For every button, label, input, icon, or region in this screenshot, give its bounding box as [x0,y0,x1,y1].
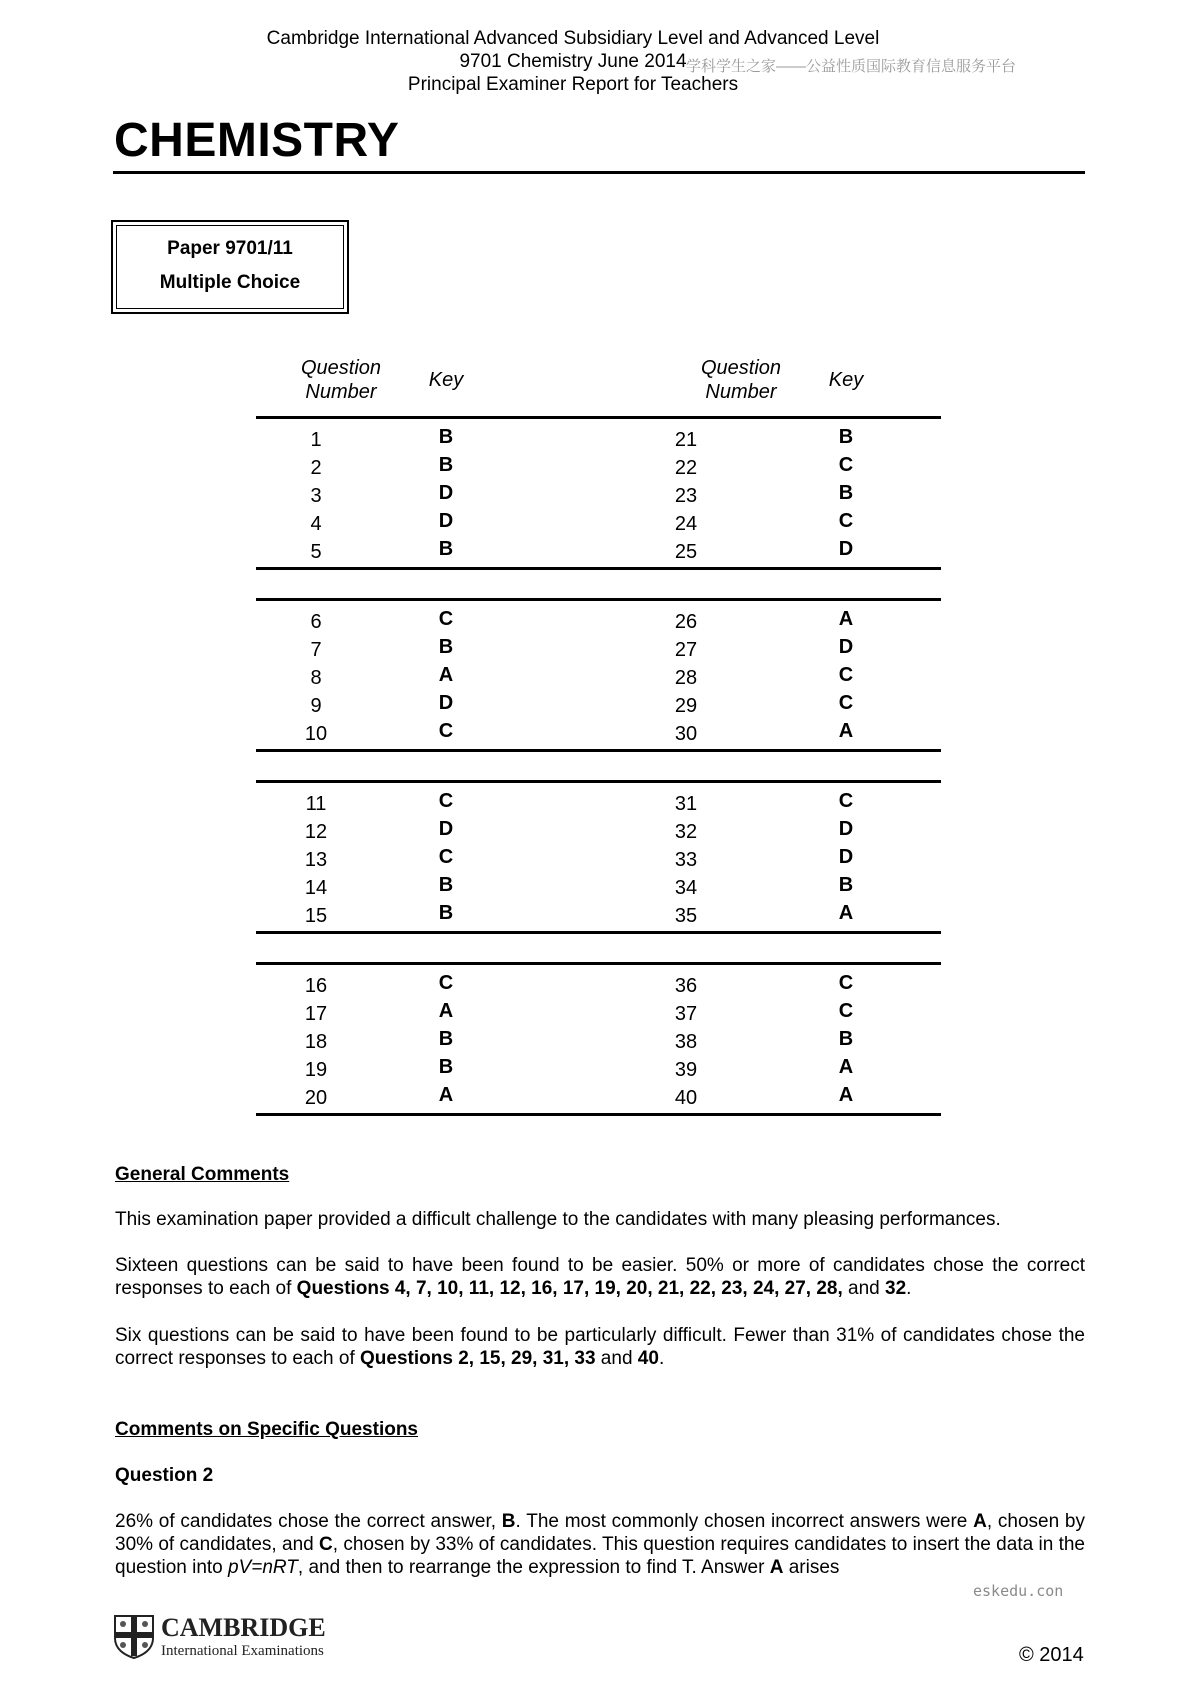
paper-type: Multiple Choice [159,272,301,293]
group-top-rule [256,962,941,965]
question-number: 22 [674,457,698,479]
title-rule [113,171,1085,174]
crest-icon [115,1616,153,1658]
answer-key: D [838,818,854,840]
group-bottom-rule [256,749,941,752]
answer-key: D [838,538,854,560]
answer-key: B [838,426,854,448]
answer-key: D [438,692,454,714]
question-number: 12 [304,821,328,843]
col-header-key-right: Key [828,369,864,391]
watermark-text: 学科学生之家——公益性质国际教育信息服务平台 [686,58,1017,75]
answer-key: B [438,902,454,924]
question-number: 29 [674,695,698,717]
question-number: 7 [310,639,322,661]
question-number: 6 [310,611,322,633]
header-line-1: Cambridge International Advanced Subsidiary Level and Advanced Level [266,28,880,49]
subject-title: CHEMISTRY [114,114,400,167]
group-top-rule [256,780,941,783]
col-header-question-left: Question Number [300,357,382,403]
group-bottom-rule [256,1113,941,1116]
question-number: 21 [674,429,698,451]
header-line-2: 9701 Chemistry June 2014 [459,51,687,72]
question-number: 36 [674,975,698,997]
question-number: 34 [674,877,698,899]
question-number: 30 [674,723,698,745]
answer-key: D [838,636,854,658]
answer-key: C [438,790,454,812]
question-number: 9 [310,695,322,717]
question-number: 24 [674,513,698,535]
question-number: 17 [304,1003,328,1025]
answer-key: B [838,482,854,504]
question-number: 1 [310,429,322,451]
question-number: 31 [674,793,698,815]
question-number: 37 [674,1003,698,1025]
general-comments-heading: General Comments [115,1164,290,1185]
cambridge-logo [113,1612,363,1667]
header-line-3: Principal Examiner Report for Teachers [407,74,739,95]
answer-key: A [838,1084,854,1106]
question-number: 19 [304,1059,328,1081]
answer-key: C [838,1000,854,1022]
answer-key: A [438,664,454,686]
question-number: 23 [674,485,698,507]
question-number: 39 [674,1059,698,1081]
general-p2: Sixteen questions can be said to have been found to be easier. 50% or more of candidates chose the correct responses to each of Questions 4, 7, 10, 11, 12, 16, 17, 19, 20, 21, 22, 23, 24, 27, 28, and 32. [115,1255,1085,1299]
question-number: 25 [674,541,698,563]
answer-key: D [838,846,854,868]
question-number: 8 [310,667,322,689]
group-bottom-rule [256,931,941,934]
answer-key: C [438,720,454,742]
answer-key: B [438,874,454,896]
answer-key: C [838,692,854,714]
question-number: 2 [310,457,322,479]
question-number: 16 [304,975,328,997]
copyright: © 2014 [1019,1644,1084,1666]
logo-name: CAMBRIDGE [161,1613,326,1642]
answer-key: A [438,1084,454,1106]
question-2-heading: Question 2 [115,1465,214,1486]
answer-key: A [838,720,854,742]
answer-key: B [438,1056,454,1078]
question-number: 4 [310,513,322,535]
col-header-key-left: Key [428,369,464,391]
question-number: 38 [674,1031,698,1053]
answer-key: B [438,426,454,448]
answer-key: B [438,1028,454,1050]
answer-key: C [438,846,454,868]
answer-key: B [838,874,854,896]
question-number: 27 [674,639,698,661]
group-bottom-rule [256,567,941,570]
answer-key: C [838,454,854,476]
paper-code: Paper 9701/11 [167,238,293,259]
answer-key: B [838,1028,854,1050]
answer-key: D [438,818,454,840]
answer-key: A [838,608,854,630]
question-2-comment: 26% of candidates chose the correct answer, B. The most commonly chosen incorrect answers were A, chosen by 30% of candidates, and C, chosen by 33% of candidates. This question requires candidates to insert the data in the question into pV=nRT, and then to rearrange the expression to find T. Answer A arises [115,1511,1086,1578]
group-top-rule [256,598,941,601]
general-p1: This examination paper provided a difficult challenge to the candidates with many pleasing performances. [115,1209,1001,1230]
specific-comments-heading: Comments on Specific Questions [115,1419,418,1440]
answer-key: C [438,608,454,630]
answer-key: C [838,972,854,994]
question-number: 32 [674,821,698,843]
question-number: 15 [304,905,328,927]
answer-key: A [838,1056,854,1078]
footer-url: eskedu.con [973,1582,1064,1600]
question-number: 35 [674,905,698,927]
question-number: 10 [304,723,328,745]
question-number: 3 [310,485,322,507]
col-header-question-right: Question Number [700,357,782,403]
answer-key: C [838,664,854,686]
answer-key: A [438,1000,454,1022]
group-top-rule [256,416,941,419]
general-p3: Six questions can be said to have been found to be particularly difficult. Fewer than 31% of candidates chose the correct responses to each of Questions 2, 15, 29, 31, 33 and 40. [115,1325,1085,1369]
answer-key: B [438,454,454,476]
question-number: 40 [674,1087,698,1109]
question-number: 20 [304,1087,328,1109]
answer-key: D [438,510,454,532]
question-number: 11 [305,793,327,815]
question-number: 5 [310,541,322,563]
answer-key: B [438,538,454,560]
logo-sub: International Examinations [161,1643,324,1659]
question-number: 33 [674,849,698,871]
answer-key: C [438,972,454,994]
answer-key: A [838,902,854,924]
answer-key: C [838,510,854,532]
question-number: 13 [304,849,328,871]
paper-box [111,220,349,314]
question-number: 14 [304,877,328,899]
question-number: 26 [674,611,698,633]
question-number: 18 [304,1031,328,1053]
answer-key: B [438,636,454,658]
question-number: 28 [674,667,698,689]
answer-key: D [438,482,454,504]
answer-key: C [838,790,854,812]
